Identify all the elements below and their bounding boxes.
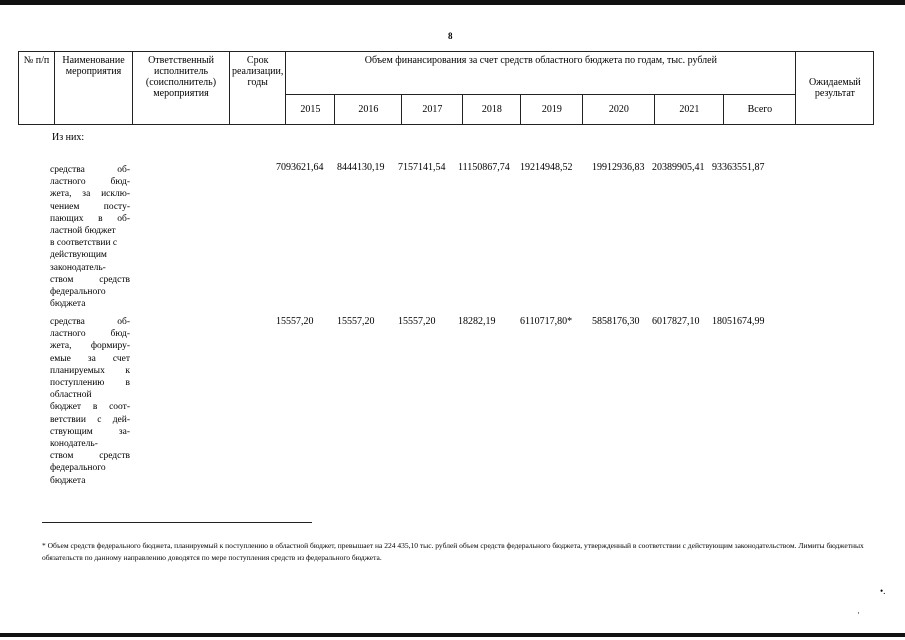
row2-line: ствующим за- <box>50 426 130 437</box>
bottom-border <box>0 633 905 637</box>
row1-line: бюджета <box>50 299 86 310</box>
row1-value-2016: 8444130,19 <box>337 162 385 173</box>
row2-line: поступлению в <box>50 378 130 389</box>
row2-line: планируемых к <box>50 365 130 376</box>
row1-value-2019: 19214948,52 <box>520 162 573 173</box>
row1-line: чением посту- <box>50 201 130 212</box>
header-year-2021: 2021 <box>655 95 724 125</box>
row2-value-2018: 18282,19 <box>458 316 496 327</box>
row1-line: пающих в об- <box>50 213 130 224</box>
row1-line: федерального <box>50 287 106 298</box>
row1-value-2015: 7093621,64 <box>276 162 324 173</box>
subheading: Из них: <box>52 132 85 143</box>
row2-line: средства об- <box>50 317 130 327</box>
header-year-2017: 2017 <box>402 95 463 125</box>
row2-line: конодатель- <box>50 439 98 450</box>
header-funding: Объем финансирования за счет средств областного бюджета по годам, тыс. рублей <box>286 52 796 95</box>
row2-line: бюджет в соот- <box>50 402 130 413</box>
header-term: Срок реализации, годы <box>230 52 286 125</box>
row2-value-2019: 6110717,80* <box>520 316 573 327</box>
header-year-2019: 2019 <box>521 95 583 125</box>
row1-line: в соответствии с <box>50 238 118 249</box>
row1-line: средства об- <box>50 165 130 175</box>
row1-line: ластной бюджет <box>50 226 116 237</box>
top-border <box>0 0 905 5</box>
row2-value-2021: 6017827,10 <box>652 316 700 327</box>
row1-value-2021: 20389905,41 <box>652 162 705 173</box>
row2-line: бюджета <box>50 475 86 486</box>
row1-value-total: 93363551,87 <box>712 162 765 173</box>
row2-line: федерального <box>50 463 106 474</box>
header-total: Всего <box>724 95 796 125</box>
row1-value-2020: 19912936,83 <box>592 162 645 173</box>
row2-line: жета, формиру- <box>50 341 130 352</box>
footnote-separator <box>42 522 312 523</box>
row1-value-2017: 7157141,54 <box>398 162 446 173</box>
row1-description <box>50 164 130 310</box>
row2-line: областной <box>50 390 92 401</box>
footnote: * Объем средств федерального бюджета, планируемый к поступлению в областной бюджет, превышает на 224 435,10 тыс. рублей объем средств федерального бюджета, утвержденный в соответствии с действующим законодательством. Лимиты бюджетных обязательств по данному направлению доводятся по мере поступления средств из федерального бюджета. <box>42 541 864 562</box>
row2-line: ством средств <box>50 451 130 462</box>
header-year-2020: 2020 <box>583 95 655 125</box>
header-name: Наименование мероприятия <box>55 52 133 125</box>
row2-value-2016: 15557,20 <box>337 316 375 327</box>
row1-line: законодатель- <box>50 262 106 273</box>
row2-value-2020: 5858176,30 <box>592 316 640 327</box>
row1-line: жета, за исклю- <box>50 189 130 200</box>
page-number: 8 <box>448 31 453 41</box>
row1-line: ластного бюд- <box>50 177 130 188</box>
header-year-2016: 2016 <box>335 95 402 125</box>
row2-value-2015: 15557,20 <box>276 316 314 327</box>
row2-value-total: 18051674,99 <box>712 316 765 327</box>
scan-mark: · <box>857 608 860 618</box>
scan-mark: •. <box>880 586 886 596</box>
row2-line: емые за счет <box>50 353 130 364</box>
header-table <box>18 51 874 125</box>
header-year-2015: 2015 <box>286 95 335 125</box>
row1-value-2018: 11150867,74 <box>458 162 510 173</box>
header-year-2018: 2018 <box>463 95 521 125</box>
row2-description <box>50 316 130 487</box>
header-executor: Ответственный исполнитель (соисполнитель) мероприятия <box>133 52 230 125</box>
row1-line: действующим <box>50 250 107 261</box>
row2-line: ластного бюд- <box>50 329 130 340</box>
row2-value-2017: 15557,20 <box>398 316 436 327</box>
row2-line: ветствии с дей- <box>50 414 130 425</box>
row1-line: ством средств <box>50 274 130 285</box>
header-result: Ожидаемый результат <box>796 52 874 125</box>
header-num: № п/п <box>19 52 55 125</box>
